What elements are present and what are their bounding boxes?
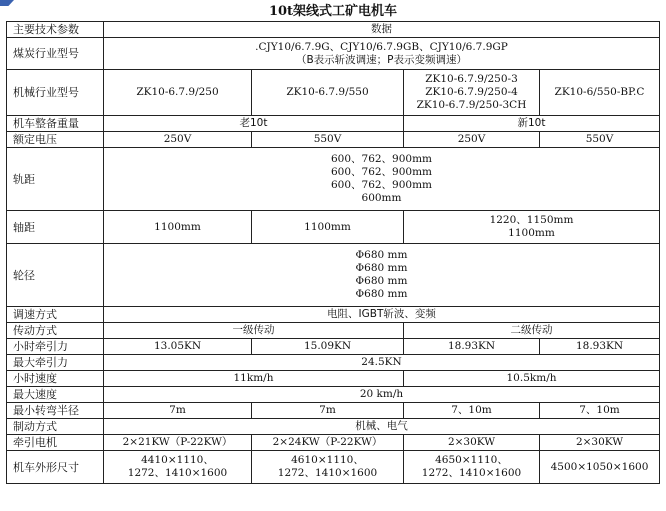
wheelbase-line: 1100mm (508, 227, 555, 239)
dimensions-line: 4610×1110、 (291, 454, 364, 466)
table-row (7, 387, 660, 403)
table-row (7, 371, 660, 387)
row-label-min-radius: 最小转弯半径 (7, 403, 104, 419)
hour-traction-cell: 18.93KN (540, 339, 660, 355)
table-row (7, 211, 660, 244)
mech-model-line: ZK10-6.7.9/250-3 (425, 73, 518, 85)
dimensions-line: 4410×1110、 (141, 454, 214, 466)
dimensions-line: 1272、1410×1600 (127, 467, 228, 479)
gauge-value (104, 148, 660, 211)
table-row (7, 419, 660, 435)
row-label-voltage: 额定电压 (7, 132, 104, 148)
mech-model-cell: ZK10-6.7.9/550 (252, 70, 404, 116)
spec-table (6, 21, 660, 484)
header-value: 数据 (104, 22, 660, 38)
mech-model-line: ZK10-6.7.9/250-4 (425, 86, 518, 98)
dimensions-cell (404, 451, 540, 484)
row-label-hour-speed: 小时速度 (7, 371, 104, 387)
gauge-line: 600、762、900mm (330, 153, 433, 165)
motor-cell: 2×24KW（P-22KW） (252, 435, 404, 451)
dimensions-cell (252, 451, 404, 484)
min-radius-cell: 7、10m (404, 403, 540, 419)
motor-cell: 2×30KW (404, 435, 540, 451)
gauge-line: 600、762、900mm (330, 179, 433, 191)
speed-control-value: 电阻、IGBT斩波、变频 (104, 307, 660, 323)
transmission-right: 二级传动 (404, 323, 660, 339)
coal-model-line: .CJY10/6.7.9G、CJY10/6.7.9GB、CJY10/6.7.9GP (255, 40, 508, 53)
mech-model-line: ZK10-6.7.9/250-3CH (416, 99, 527, 111)
mech-model-cell-multi (404, 70, 540, 116)
max-speed-value: 20 km/h (104, 387, 660, 403)
wheel-line: Φ680 mm (355, 275, 408, 287)
mech-model-cell: ZK10-6.7.9/250 (104, 70, 252, 116)
gauge-line: 600mm (361, 192, 402, 204)
table-row (7, 323, 660, 339)
dimensions-cell: 4500×1050×1600 (540, 451, 660, 484)
coal-model-value (104, 38, 660, 70)
table-row (7, 38, 660, 70)
table-row (7, 403, 660, 419)
wheelbase-cell: 1100mm (104, 211, 252, 244)
row-label-max-traction: 最大牵引力 (7, 355, 104, 371)
wheelbase-line: 1220、1150mm (489, 214, 574, 226)
table-row (7, 339, 660, 355)
wheel-line: Φ680 mm (355, 288, 408, 300)
motor-cell: 2×21KW（P-22KW） (104, 435, 252, 451)
hour-traction-cell: 18.93KN (404, 339, 540, 355)
voltage-cell: 550V (540, 132, 660, 148)
wheelbase-cell-multi (404, 211, 660, 244)
hour-traction-cell: 13.05KN (104, 339, 252, 355)
wheel-line: Φ680 mm (355, 262, 408, 274)
dimensions-line: 1272、1410×1600 (277, 467, 378, 479)
dimensions-line: 4650×1110、 (435, 454, 508, 466)
table-row (7, 451, 660, 484)
page-title: 10t架线式工矿电机车 (268, 4, 398, 19)
hour-speed-right: 10.5km/h (404, 371, 660, 387)
row-label-dimensions: 机车外形尺寸 (7, 451, 104, 484)
table-row (7, 132, 660, 148)
table-row (7, 355, 660, 371)
table-row (7, 435, 660, 451)
min-radius-cell: 7m (104, 403, 252, 419)
row-label-transmission: 传动方式 (7, 323, 104, 339)
voltage-cell: 250V (404, 132, 540, 148)
hour-speed-left: 11km/h (104, 371, 404, 387)
row-label-coal-model: 煤炭行业型号 (7, 38, 104, 70)
table-row (7, 70, 660, 116)
mech-model-cell: ZK10-6/550-BP.C (540, 70, 660, 116)
dimensions-cell (104, 451, 252, 484)
voltage-cell: 550V (252, 132, 404, 148)
weight-new: 新10t (404, 116, 660, 132)
wheel-line: Φ680 mm (355, 249, 408, 261)
min-radius-cell: 7m (252, 403, 404, 419)
row-label-max-speed: 最大速度 (7, 387, 104, 403)
row-label-hour-traction: 小时牵引力 (7, 339, 104, 355)
table-row (7, 307, 660, 323)
hour-traction-cell: 15.09KN (252, 339, 404, 355)
row-label-gauge: 轨距 (7, 148, 104, 211)
gauge-line: 600、762、900mm (330, 166, 433, 178)
row-label-motor: 牵引电机 (7, 435, 104, 451)
motor-cell: 2×30KW (540, 435, 660, 451)
weight-old: 老10t (104, 116, 404, 132)
row-label-brake: 制动方式 (7, 419, 104, 435)
row-label-wheelbase: 轴距 (7, 211, 104, 244)
table-row (7, 22, 660, 38)
coal-model-note: （B表示斩波调速；P表示变频调速） (295, 53, 468, 66)
transmission-left: 一级传动 (104, 323, 404, 339)
row-label-wheel: 轮径 (7, 244, 104, 307)
row-label-speed-control: 调速方式 (7, 307, 104, 323)
row-label-mech-model: 机械行业型号 (7, 70, 104, 116)
min-radius-cell: 7、10m (540, 403, 660, 419)
max-traction-value: 24.5KN (104, 355, 660, 371)
dimensions-line: 1272、1410×1600 (421, 467, 522, 479)
table-row (7, 116, 660, 132)
table-row (7, 244, 660, 307)
row-label-weight: 机车整备重量 (7, 116, 104, 132)
brake-value: 机械、电气 (104, 419, 660, 435)
row-label-header: 主要技术参数 (7, 22, 104, 38)
table-row (7, 148, 660, 211)
wheelbase-cell: 1100mm (252, 211, 404, 244)
voltage-cell: 250V (104, 132, 252, 148)
wheel-value (104, 244, 660, 307)
